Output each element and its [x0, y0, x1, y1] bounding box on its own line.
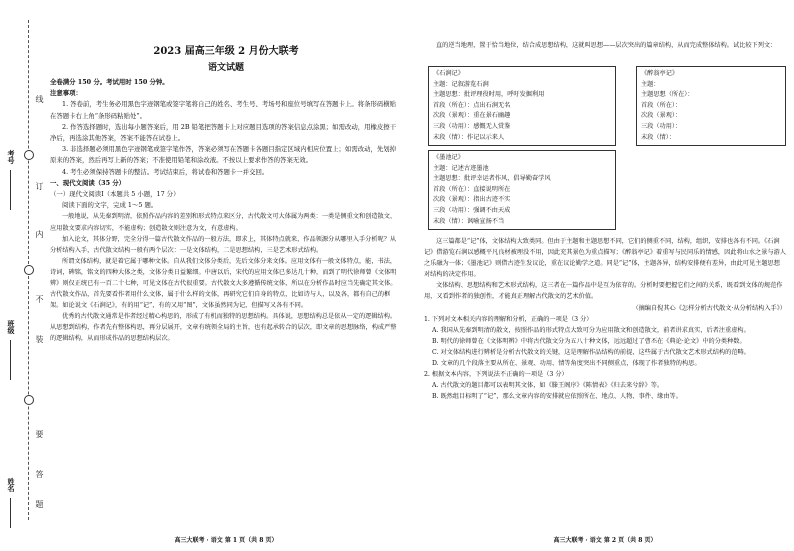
analysis-paragraph: 文体结构、思想结构和艺术形式结构，这三者在一篇作品中是互为依存的。分析时要把握它们之间的关系，既看到文体的规范作用，又看到作者的独创性，才能真正理解古代散文的艺术价值。 [424, 282, 783, 301]
question-option: C. 对文体结构进行辨析是分析古代散文的关键，这是理解作品结构的前提，这些属于古代散文艺术形式结构的范畴。 [432, 348, 750, 356]
binding-text: 题 [35, 500, 44, 509]
structure-box-zuiwengting [636, 66, 786, 146]
binding-text: 线 [35, 95, 44, 104]
box-line: 三段（功用）： [641, 122, 682, 130]
source-citation: （摘编自倪其心《怎样分析古代散文·从分析结构入手》） [632, 304, 786, 312]
page-footer: 高三大联考 · 语文 第 2 页（共 8 页） [553, 537, 657, 544]
passage-paragraph: 加入论文，其体分野，完全分得一篇古代散文作品的一般方法，即求上，其体特点就来，作品领源分从哪里入手分析呢？从分析结构入手，古代散文结构一般有两个层次：一是文体结构，二是思想结构，三是艺术形式结构。 [50, 235, 397, 254]
exam-title: 2023 届高三年级 2 月份大联考 [153, 46, 299, 57]
box-line: 首段（所在）：直接说明所在 [433, 185, 511, 193]
box-line: 主题：记述古迹墨池 [433, 164, 489, 172]
question-option: A. 我国从先秦到明清的散文，按照作品的形式特点大致可分为应用散文和创造散文，前者讲求真实，后者注重虚构。 [432, 326, 750, 334]
box-line: 主题思想：批评幸运者作风，倡导勤奋学风 [433, 175, 551, 183]
exam-number-label: 考号 [7, 150, 16, 164]
binding-text: 不 [35, 295, 44, 304]
box-line: 主题思想（所在）： [641, 91, 694, 99]
name-line [10, 498, 11, 528]
box-line: 三段（功用）：感慨无人赏鉴 [433, 122, 511, 130]
box-line: 主题：记叙游览石涧 [433, 80, 489, 88]
binding-hole [24, 395, 34, 405]
notice-item: 3. 非选择题必须用黑色字迹钢笔或签字笔作答，答案必须写在答题卡各题目指定区域内相应位置上；如需改动，先划掉原来的答案，然后再写上新的答案；不准使用铅笔和涂改液。不按以上要求作答的答案无效。 [50, 145, 397, 165]
binding-strip [0, 0, 44, 551]
passage-paragraph: 一般地说，从先秦到明清，依照作品内容的差别和形式特点来区分，古代散文可大体属为两类：一类是侧重文和创造散文、应用散文要求内容切实，不能虚构；创造散文则注意为文，有意虚构。 [50, 213, 397, 232]
box-line: 次段（景观）： [641, 112, 682, 120]
name-label: 姓名 [7, 478, 16, 492]
box-line: 次段（景观）：指出古迹不实 [433, 196, 511, 204]
box-line: 末段（情）：讽喻宣扬不当 [433, 217, 505, 225]
box-line: 主题： [641, 80, 660, 88]
binding-text: 答 [35, 470, 44, 479]
binding-text: 要 [35, 430, 44, 439]
question-option: B. 明代的徐师曾在《文体明辨》中将古代散文分为五八十种文体，远远超过了曹丕在《典论·论文》中的分类种数。 [432, 337, 746, 345]
box-title: 《墨池记》 [433, 154, 464, 161]
box-title: 《石涧记》 [433, 70, 464, 77]
question-option: A. 古代散文的题目都可以表明其文体，如《滕王阁序》《陈情表》《归去来兮辞》等。 [432, 382, 664, 390]
score-line: 全卷满分 150 分。考试用时 150 分钟。 [50, 78, 169, 86]
box-line: 末段（情）：作记以示来人 [433, 133, 505, 141]
question-option: D. 文章的几个段落主要从所在、景观、功用、情等角度突出不同侧重点，体现了作者独特的构思。 [432, 360, 701, 368]
box-line: 末段（情）： [641, 133, 676, 141]
intro-text: 直的逆当地理，置于恰当地位，结合成思想结构，这就叫思想——层次突出的篇章结构，从而完成整体结构。试比较下列文： [436, 42, 777, 49]
class-line [10, 340, 11, 380]
binding-text: 内 [35, 230, 44, 239]
passage-paragraph: 优秀的古代散文通常是作者经过精心构思的，形成了有机而独特的思想结构。具体说，思想结构总是依从一定的逻辑结构。从思想到结构，作者先有整体构思，再分层展开，文章有统领全局的主旨，也有起承转合的层次，即文章的思想脉络，构成严整的逻辑结构，从而形成作品的思想结构层次。 [50, 313, 397, 343]
page-footer: 高三大联考 · 语文 第 1 页（共 8 页） [174, 537, 278, 544]
passage-paragraph: 所谓文体结构，就是着它属于哪种文体。自从我们文体分类后，先后文体分来文体。应用文体有一般文体特点，能，书法，诗词，碑铭，铭文的四种大体之类，文体分类日益繁细。中唐以后，宋代的应用文体已多达几十种，而到了明代徐师曾《文体明辨》则仅正统已有一百二十七种，可见文体在古代很重要。古代散文大多遵循传统文体，所以在分析作品时应当先确定其文体。古代散文作品，首先要看作者用什么文体，属于什么样的文体，再研究它们自身的特点，比如诗与人，以及各，都有自己的框架。如论说文《石涧记》，有的用“记”，有的又用“图”，文体虽然同为记，但描写又各有不同。 [50, 257, 397, 310]
reading-instruction: 阅读下面的文字，完成 1～5 题。 [62, 201, 158, 210]
binding-text: 装 [35, 335, 44, 344]
box-line: 三段（功用）：强调不由天成 [433, 206, 511, 214]
box-title: 《醉翁亭记》 [641, 70, 679, 77]
notice-item: 4. 考生必须保持答题卡的整洁。考试结束后，将试卷和答题卡一并交回。 [62, 167, 269, 176]
subject-title: 语文试题 [207, 63, 244, 73]
section-heading: 一、现代文阅读（35 分） [50, 178, 126, 187]
exam-number-line [10, 170, 11, 210]
binding-hole [24, 150, 34, 160]
analysis-paragraph: 这三篇都是“记”体，文体结构大致类同。但由于主题和主题思想不同，它们的侧重不同，结构，组织，安排也各有不同。《石涧记》借游览石涧以感概平凡良材被埋没不用，因此充其景色为重点描写；《醉翁亭记》着重写与民同乐的情感，因此将山水之景与游人之乐融为一体；《墨池记》则借古迹生发议论，重在议论勤学之道。同是“记”体，主题各异，结构安排便有差异，由此可见主题思想对结构的决定作用。 [424, 238, 786, 279]
notice-item: 2. 作答选择题时，选出每小题答案后，用 2B 铅笔把答题卡上对应题目选项的答案信息点涂黑；如需改动，用橡皮擦干净后，再选涂其他答案，答案不能答在试卷上。 [50, 122, 397, 143]
question-stem: 2. 根据文本内容，下列说法不正确的一项是（3 分） [424, 371, 568, 379]
box-line: 首段（所在）： [641, 101, 682, 109]
box-line: 次段（景观）：重在景石幽趣 [433, 112, 511, 120]
class-label: 班级 [7, 320, 16, 334]
box-line: 主题思想：批评理役时用，呼吁发掘利用 [433, 91, 545, 99]
subsection-heading: （一）现代文阅读Ⅰ（本题共 5 小题，17 分） [50, 190, 180, 199]
binding-hole [24, 265, 34, 275]
binding-text: 订 [35, 182, 44, 191]
question-stem: 1. 下列对文本相关内容的理解和分析，正确的一项是（3 分） [424, 315, 593, 323]
box-line: 首段（所在）：点出石涧无名 [433, 101, 511, 109]
notice-heading: 注意事项： [50, 89, 82, 98]
structure-box-shijian [428, 66, 616, 146]
notice-item: 1. 答卷前，考生务必用黑色字迹钢笔或签字笔将自己的姓名、考生号、考场号和座位号填写在答题卡上。将条形码横贴在答题卡右上角“条形码粘贴处”。 [50, 100, 397, 120]
right-page [410, 0, 794, 551]
question-option: B. 既然组目标明了“记”，那么文章内容的安排就应依照所在、地点、人物、事件、缘由等。 [432, 393, 682, 401]
structure-box-mochi [428, 150, 616, 230]
